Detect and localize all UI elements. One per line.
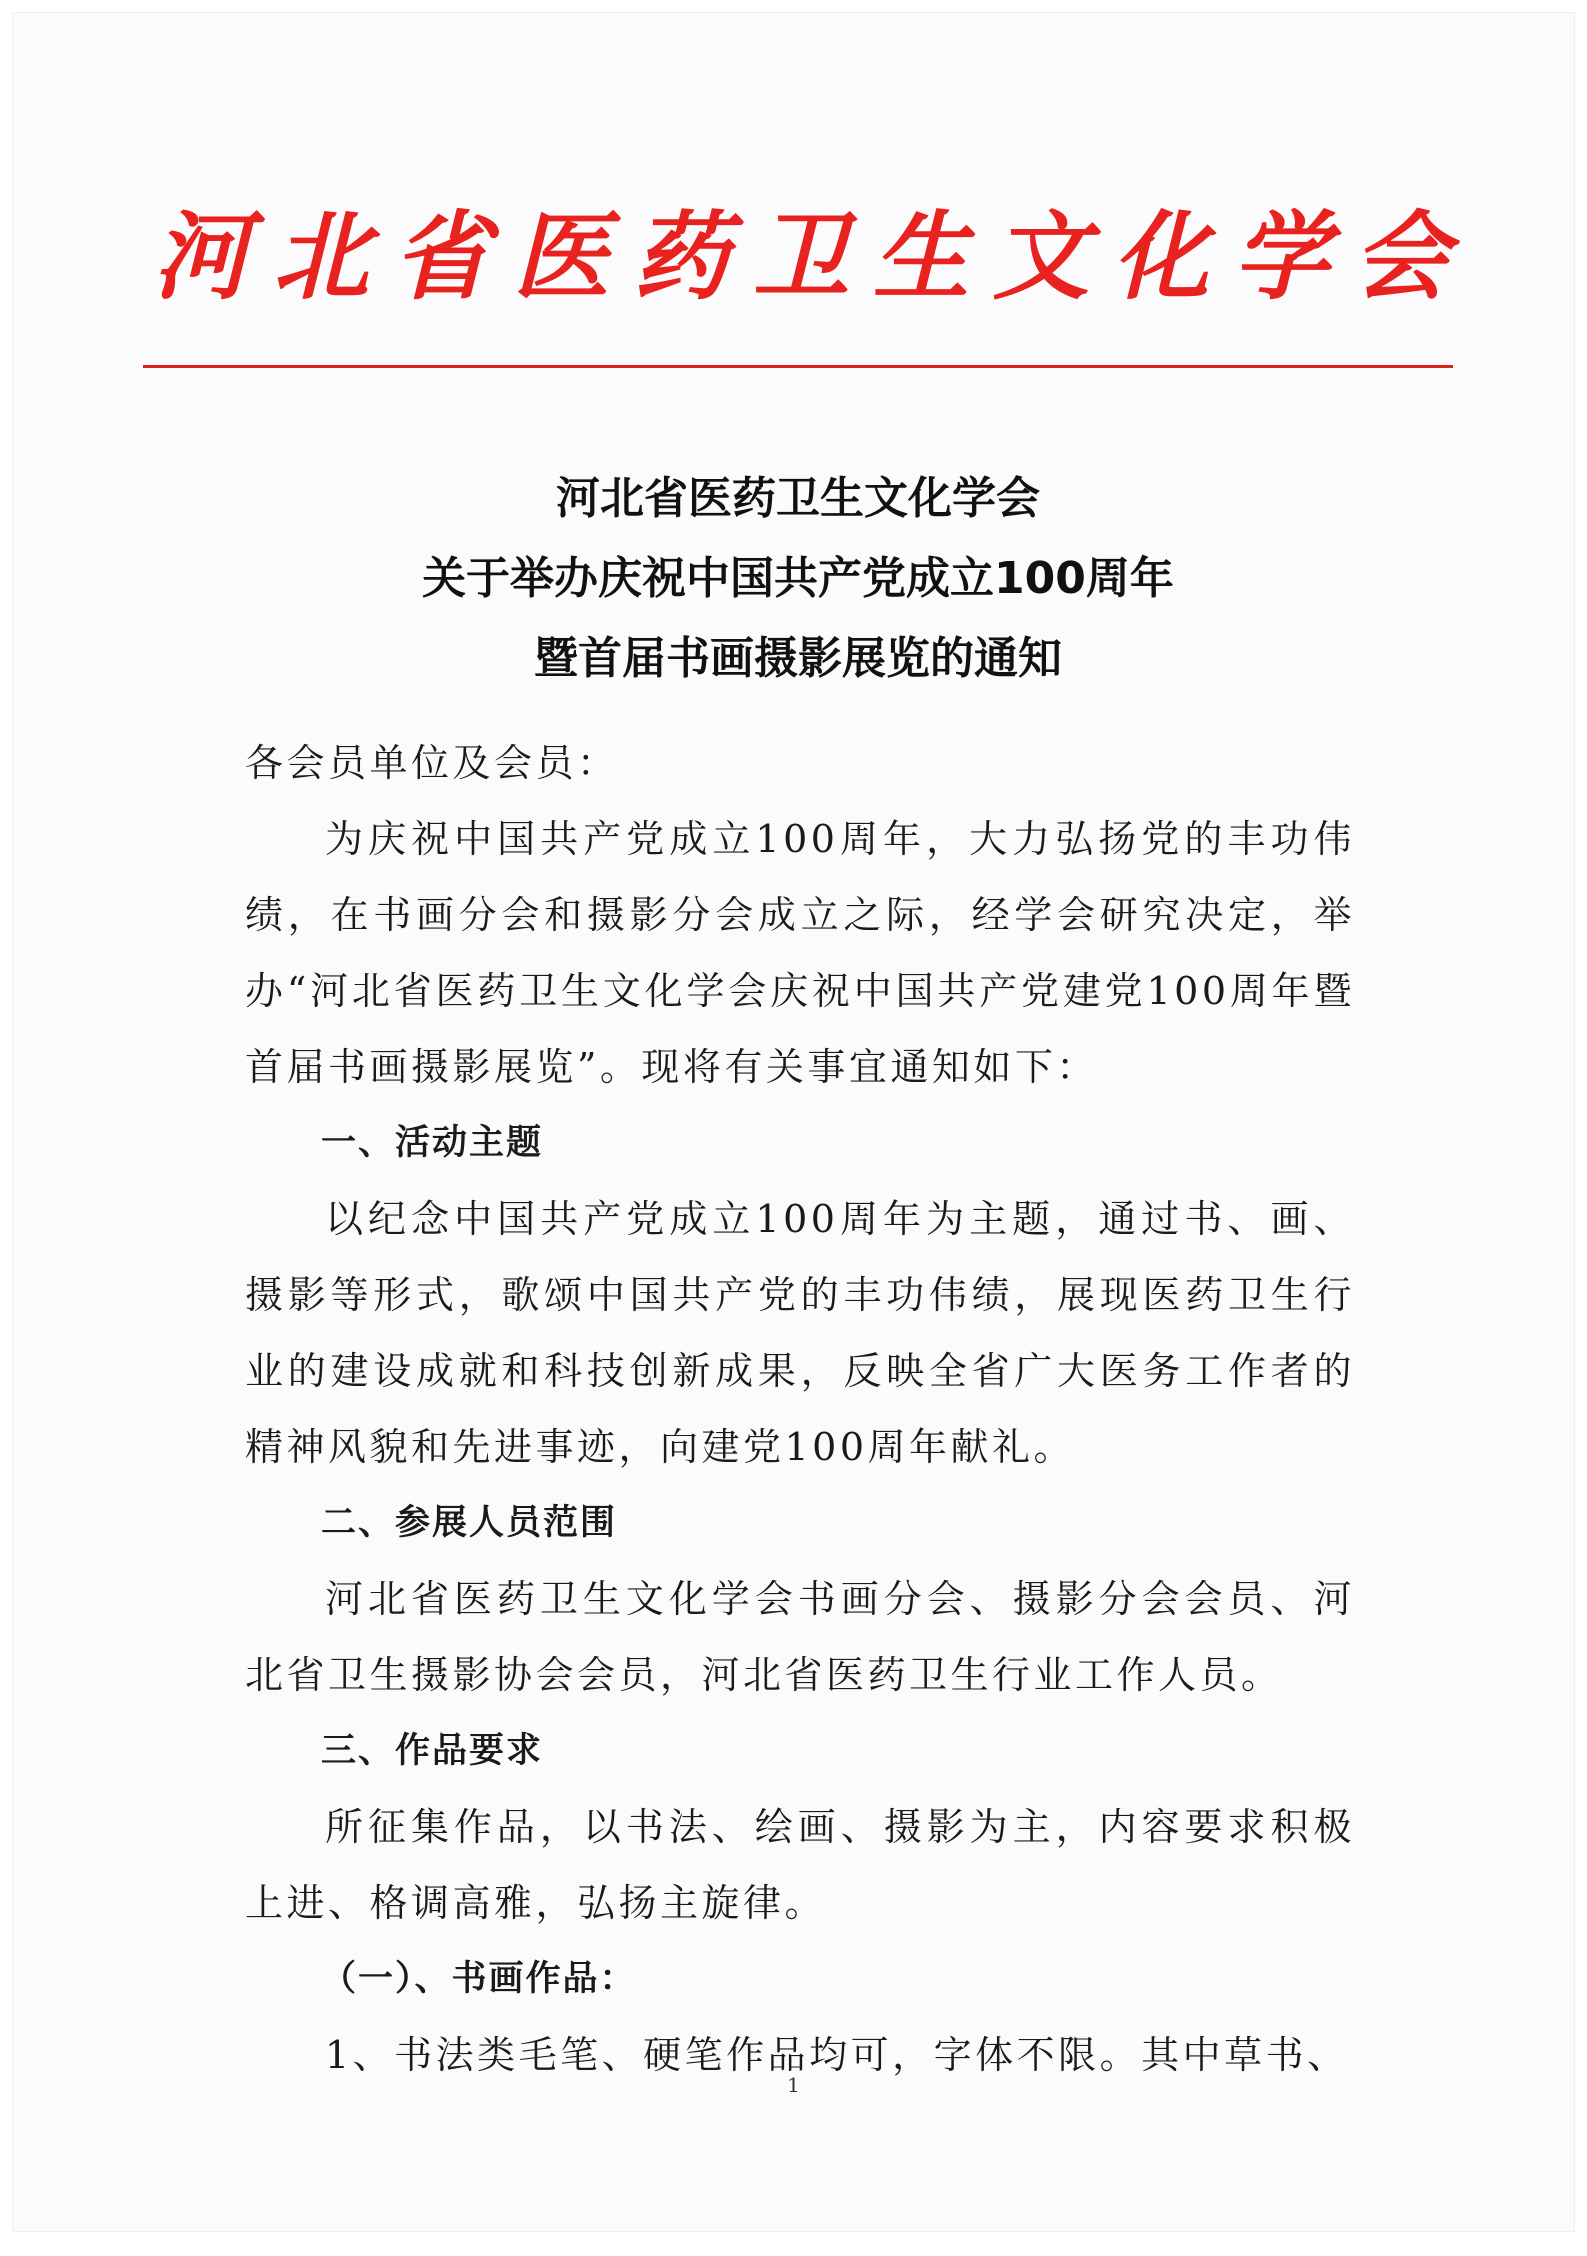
section-3-paragraph: 所征集作品，以书法、绘画、摄影为主，内容要求积极上进、格调高雅，弘扬主旋律。 bbox=[245, 1805, 1355, 1925]
document-page bbox=[12, 12, 1575, 2232]
intro-paragraph: 为庆祝中国共产党成立100周年，大力弘扬党的丰功伟绩，在书画分会和摄影分会成立之际，经学会研究决定，举办“河北省医药卫生文化学会庆祝中国共产党建党100周年暨首届书画摄影展览”。现将有关事宜通知如下： bbox=[245, 817, 1355, 1089]
title-line-2: 关于举办庆祝中国共产党成立100周年 bbox=[422, 553, 1174, 604]
section-1-heading: 一、活动主题 bbox=[321, 1123, 544, 1163]
title-line-1: 河北省医药卫生文化学会 bbox=[556, 473, 1040, 524]
subsection-1-heading: （一）、书画作品： bbox=[321, 1959, 637, 1999]
item-1-paragraph: 1、书法类毛笔、硬笔作品均可，字体不限。其中草书、 bbox=[325, 2033, 1349, 2077]
section-2-heading: 二、参展人员范围 bbox=[321, 1503, 618, 1543]
section-2-paragraph: 河北省医药卫生文化学会书画分会、摄影分会会员、河北省卫生摄影协会会员，河北省医药卫生行业工作人员。 bbox=[245, 1577, 1355, 1697]
section-1-paragraph: 以纪念中国共产党成立100周年为主题，通过书、画、摄影等形式，歌颂中国共产党的丰功伟绩，展现医药卫生行业的建设成就和科技创新成果，反映全省广大医务工作者的精神风貌和先进事迹，向建党100周年献礼。 bbox=[245, 1197, 1355, 1469]
page-number: 1 bbox=[787, 2073, 800, 2097]
notice-title bbox=[133, 459, 1463, 699]
salutation: 各会员单位及会员： bbox=[245, 741, 619, 785]
letterhead-org-name: 河北省医药卫生文化学会 bbox=[153, 200, 1473, 313]
section-3-heading: 三、作品要求 bbox=[321, 1731, 544, 1771]
letterhead-red-rule bbox=[143, 365, 1453, 368]
title-line-3: 暨首届书画摄影展览的通知 bbox=[534, 633, 1062, 684]
notice-body bbox=[245, 725, 1355, 2093]
